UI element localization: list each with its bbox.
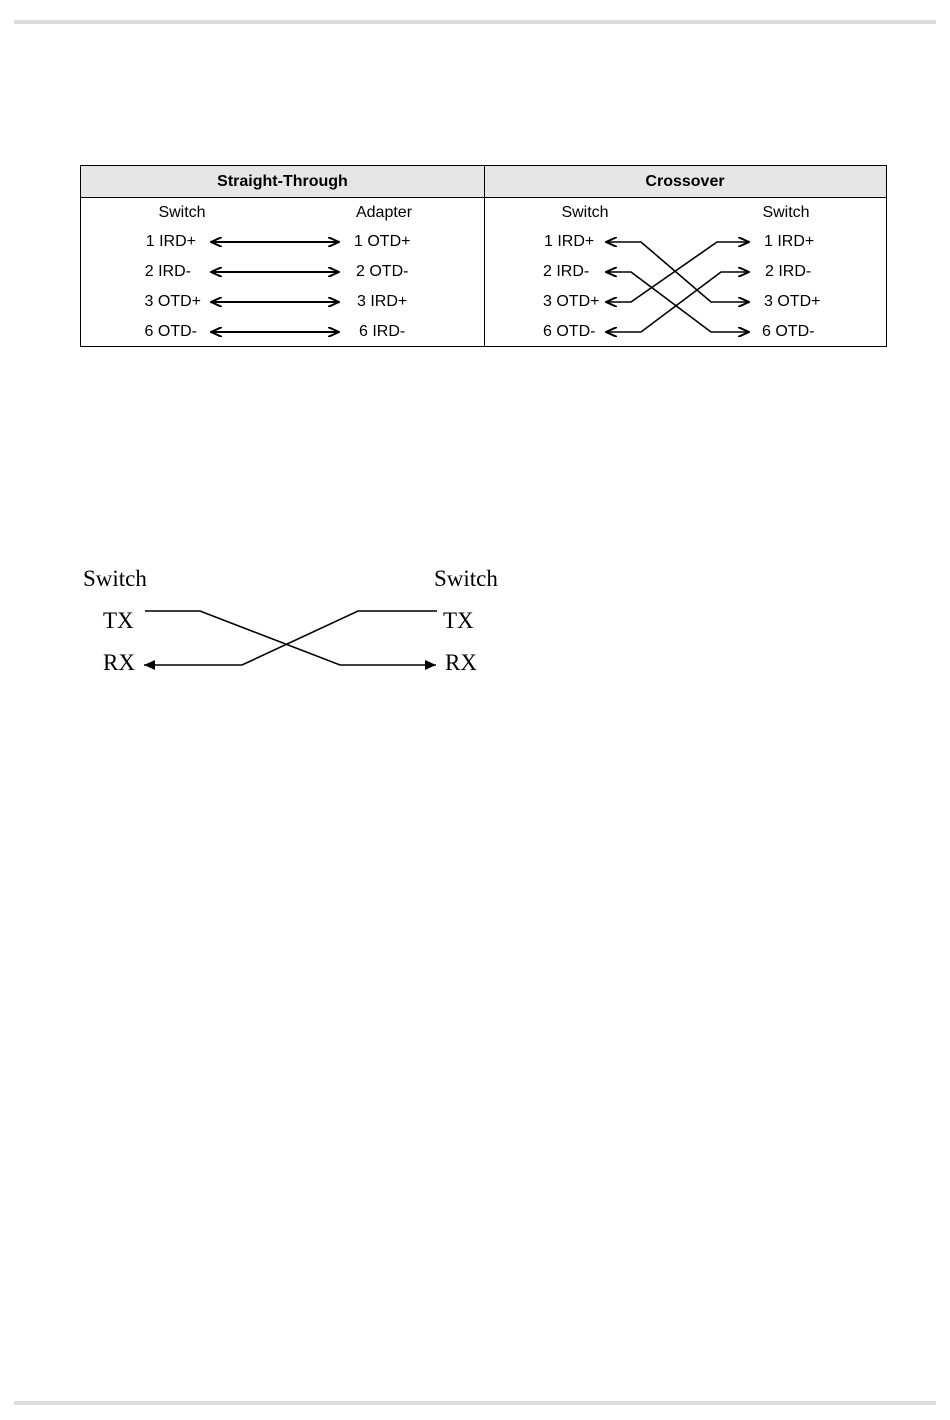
co-left-pin-6: 6 OTD- (543, 323, 596, 340)
co-left-pin-2: 2 IRD- (543, 263, 590, 280)
st-left-pin-1: 1 IRD+ (145, 233, 196, 250)
st-left-pin-3: 3 OTD+ (144, 293, 201, 310)
txrx-left-rx: RX (103, 650, 135, 675)
txrx-right-title: Switch (434, 566, 498, 591)
st-right-pin-3: 3 IRD+ (357, 293, 408, 310)
co-right-header: Switch (762, 204, 810, 221)
st-right-pin-1: 1 OTD+ (354, 233, 411, 250)
straight-through-header: Straight-Through (81, 166, 484, 198)
bottom-rule (14, 1401, 936, 1405)
st-left-pin-2: 2 IRD- (144, 263, 191, 280)
txrx-left-title: Switch (83, 566, 147, 591)
st-left-header: Switch (158, 204, 206, 221)
txrx-right-tx: TX (443, 608, 474, 633)
st-left-pin-6: 6 OTD- (144, 323, 197, 340)
co-right-pin-6: 6 OTD- (762, 323, 815, 340)
txrx-right-rx: RX (445, 650, 477, 675)
co-left-pin-3: 3 OTD+ (543, 293, 600, 310)
txrx-wire-left-tx-to-right-rx (145, 611, 436, 665)
pinout-wiring (81, 166, 888, 348)
st-right-pin-6: 6 IRD- (359, 323, 406, 340)
top-rule (14, 20, 936, 24)
st-right-header: Adapter (355, 204, 413, 221)
co-left-header: Switch (561, 204, 609, 221)
co-right-pin-3: 3 OTD+ (764, 293, 821, 310)
txrx-left-tx: TX (103, 608, 134, 633)
co-right-pin-2: 2 IRD- (765, 263, 812, 280)
pinout-table (80, 165, 887, 347)
txrx-wire-right-tx-to-left-rx (144, 611, 437, 665)
st-right-pin-2: 2 OTD- (356, 263, 409, 280)
co-left-pin-1: 1 IRD+ (544, 233, 595, 250)
crossover-header: Crossover (484, 166, 886, 198)
co-right-pin-1: 1 IRD+ (764, 233, 815, 250)
